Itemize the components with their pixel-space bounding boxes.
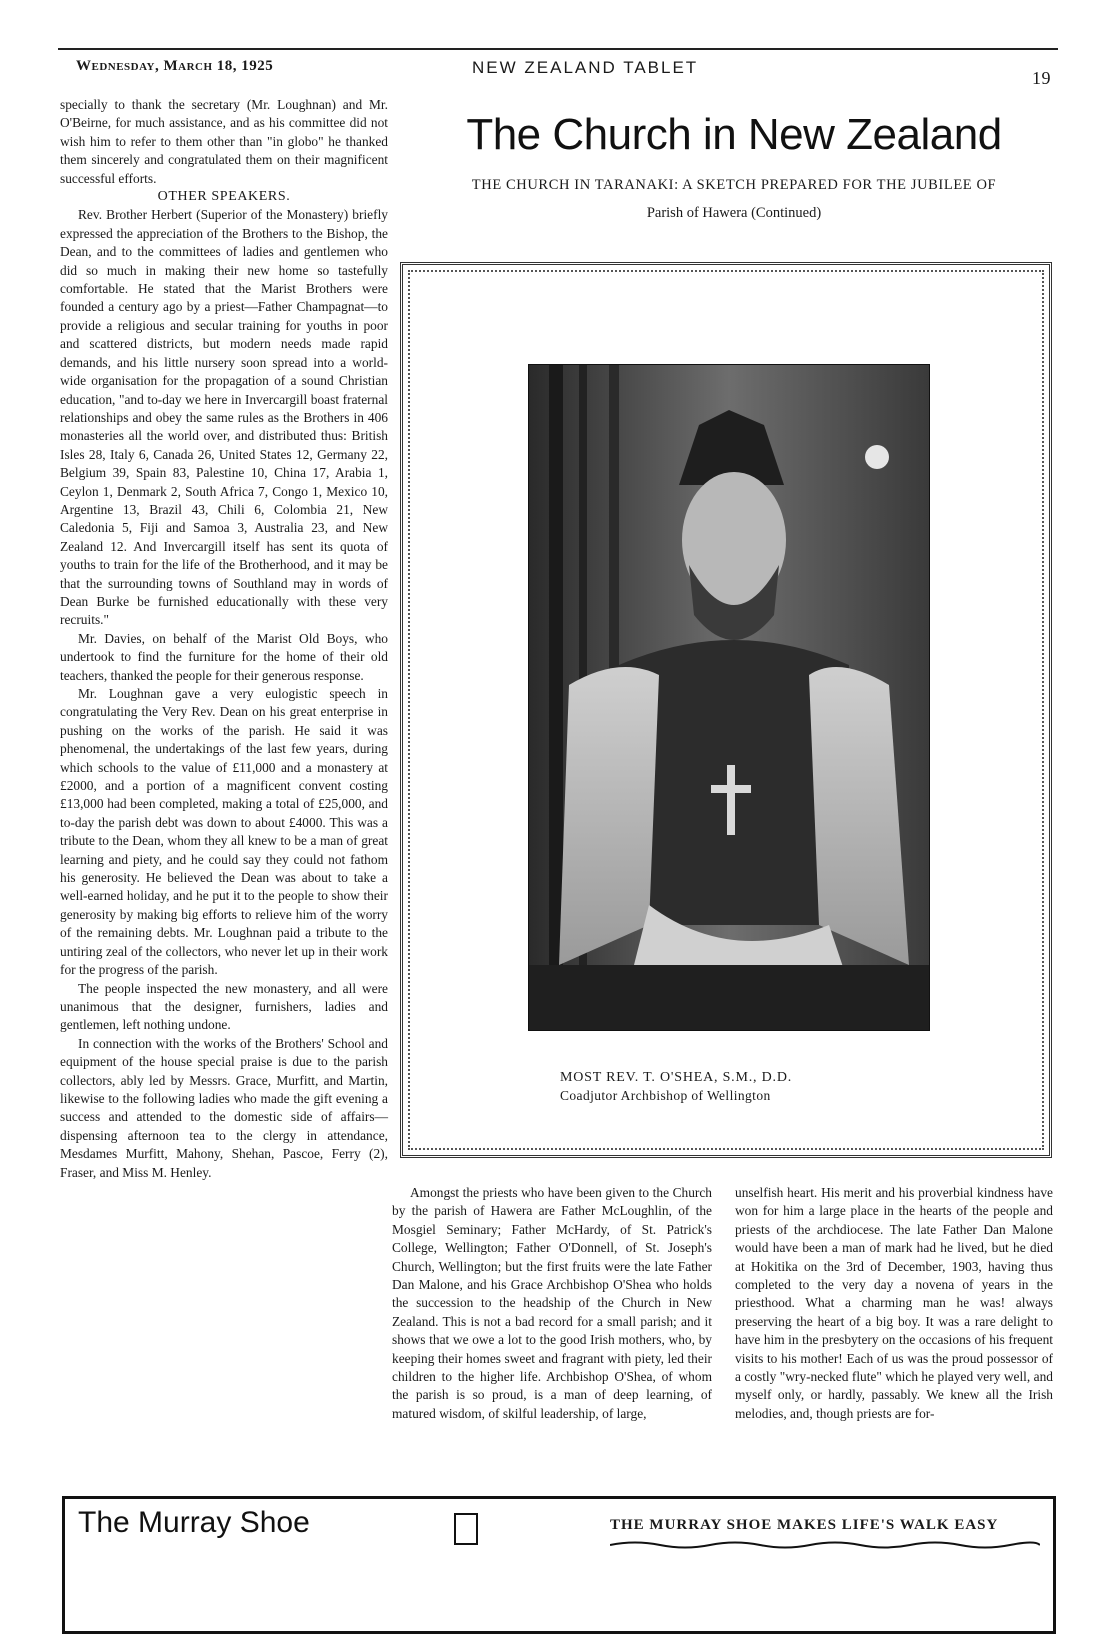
feature-title: The Church in New Zealand	[466, 110, 1002, 159]
paragraph-hawera-priests: Amongst the priests who have been given to the Church by the parish of Hawera are Father McLoughlin, of the Mosgiel Seminary; Father McHardy, of St. Patrick's College, Wellington; Father O'Donnell, of St. Joseph's Church, Wellington; but the first fruits were the late Father Dan Malone, and his Grace Archbishop O'Shea who holds the succession to the headship of the Church in New Zealand. This is not a bad record for a small parish; and it shows that we owe a lot to the good Irish mothers, who, by keeping their homes sweet and fragrant with piety, led their children to the higher life. Archbishop O'Shea, of whom the parish is so proud, is a man of deep learning, of matured wisdom, of skilful leadership, of large,	[392, 1185, 712, 1421]
caption-name: MOST REV. T. O'SHEA, S.M., D.D.	[560, 1070, 793, 1085]
paragraph-brother-herbert: Rev. Brother Herbert (Superior of the Monastery) briefly expressed the appreciation of the Brothers to the Bishop, the Dean, and to the committees of ladies and gentlemen who did so much in making their new home so tastefully comfortable. He stated that the Marist Brothers were founded a century ago by a priest—Father Champagnat—to provide a religious and secular training for youths in poor and scattered districts, but modern needs made rapid demands, and his little nursery soon spread into a world-wide organisation for the propagation of a sound Christian education, "and to-day we here in Invercargill boast fraternal relationships and obey the same rules as the Brothers in 406 monasteries all the world over, and distributed thus: British Isles 28, Italy 6, Canada 26, United States 12, Germany 22, Belgium 39, Spain 83, Palestine 10, China 17, Arabia 1, Ceylon 1, Denmark 2, South Africa 7, Congo 1, Mexico 10, Argentine 13, Brazil 43, Chili 6, Colombia 21, New Caledonia 5, Fiji and Samoa 3, Australia 23, and New Zealand 12. And Invercargill itself has sent its quota of youths to train for the life of the Brotherhood, and it may be that the surrounding towns of Southland may in words of Dean Burke be furnished educationally with these very recruits."	[60, 207, 388, 628]
portrait-photograph-icon	[528, 364, 930, 1031]
feature-subtitle-continued: Parish of Hawera (Continued)	[646, 205, 822, 221]
paragraph-mr-davies: Mr. Davies, on behalf of the Marist Old Boys, who undertook to find the furniture for the home of their old teachers, thanked the people for their generous response.	[60, 630, 388, 683]
paragraph-inspection: The people inspected the new monastery, and all were unanimous that the designer, furnishers, ladies and gentlemen, left nothing undone.	[60, 980, 388, 1033]
left-column	[60, 96, 388, 1182]
advertisement-square-icon	[454, 1513, 478, 1545]
photo-caption	[560, 1070, 880, 1104]
middle-column	[392, 1184, 712, 1423]
intro-paragraph: specially to thank the secretary (Mr. Loughnan) and Mr. O'Beirne, for much assistance, and as his committee did not wish him to refer to them other than "in globo" he thanked them sincerely and congratulated them on their magnificent successful efforts.	[60, 97, 388, 186]
paragraph-collectors: In connection with the works of the Brothers' School and equipment of the house special praise is due to the parish collectors, ably led by Messrs. Grace, Murfitt, and Martin, likewise to the following ladies who made the gift evening a success and attended to the domestic side of affairs—dispensing afternoon tea to the clergy in attendance, Mesdames Murfitt, Mahony, Shehan, Pascoe, Ferry (2), Fraser, and Miss M. Henley.	[60, 1035, 388, 1180]
advertisement-tagline: THE MURRAY SHOE MAKES LIFE'S WALK EASY	[610, 1517, 999, 1533]
feature-subtitle: THE CHURCH IN TARANAKI: A SKETCH PREPARED FOR THE JUBILEE OF	[471, 177, 997, 193]
paragraph-father-malone: unselfish heart. His merit and his proverbial kindness have won for him a large place in the hearts of the people and priests of the archdiocese. The late Father Dan Malone would have been a man of mark had he lived, but he died at Hokitika on the 3rd of December, 1903, having thus completed to the very day a novena of years in the priesthood. What a charming man he was! always preserving the heart of a big boy. It was a rare delight to have him in the presbytery on the occasions of his frequent visits to his mother! Each of us was the proud possessor of a costly "wry-necked flute" which he played very well, and myself only, or hardly, passably. We knew all the Irish melodies, and, though priests are for-	[735, 1185, 1053, 1421]
section-subheading: OTHER SPEAKERS.	[157, 189, 291, 205]
advertisement-brand: The Murray Shoe	[78, 1506, 310, 1539]
page-number: 19	[1032, 68, 1051, 88]
issue-date: Wednesday, March 18, 1925	[76, 58, 274, 74]
publication-name: NEW ZEALAND TABLET	[472, 58, 699, 77]
paragraph-mr-loughnan: Mr. Loughnan gave a very eulogistic speech in congratulating the Very Rev. Dean on his great enterprise in pushing on the works of the parish. He said it was phenomenal, the undertakings of the last few years, during which schools to the value of £11,000 and a monastery at £2000, and a portion of a magnificent convent costing £13,000 had been completed, making a total of £25,000, and to-day the parish debt was down to about £4000. This was a tribute to the Dean, whom they all knew to be a man of great learning and piety, and he could say they could not fathom his generosity. He believed the Dean was about to take a well-earned holiday, and he put it to the people to show their generosity by making big efforts to relieve him of the worry of the remaining debts. Mr. Loughnan paid a tribute to the untiring zeal of the collectors, who never let up in their work for the progress of the parish.	[60, 686, 388, 978]
header-rule	[58, 48, 1058, 50]
right-column	[735, 1184, 1053, 1423]
advertisement-swirl-icon	[610, 1540, 1040, 1550]
caption-title: Coadjutor Archbishop of Wellington	[560, 1088, 771, 1103]
